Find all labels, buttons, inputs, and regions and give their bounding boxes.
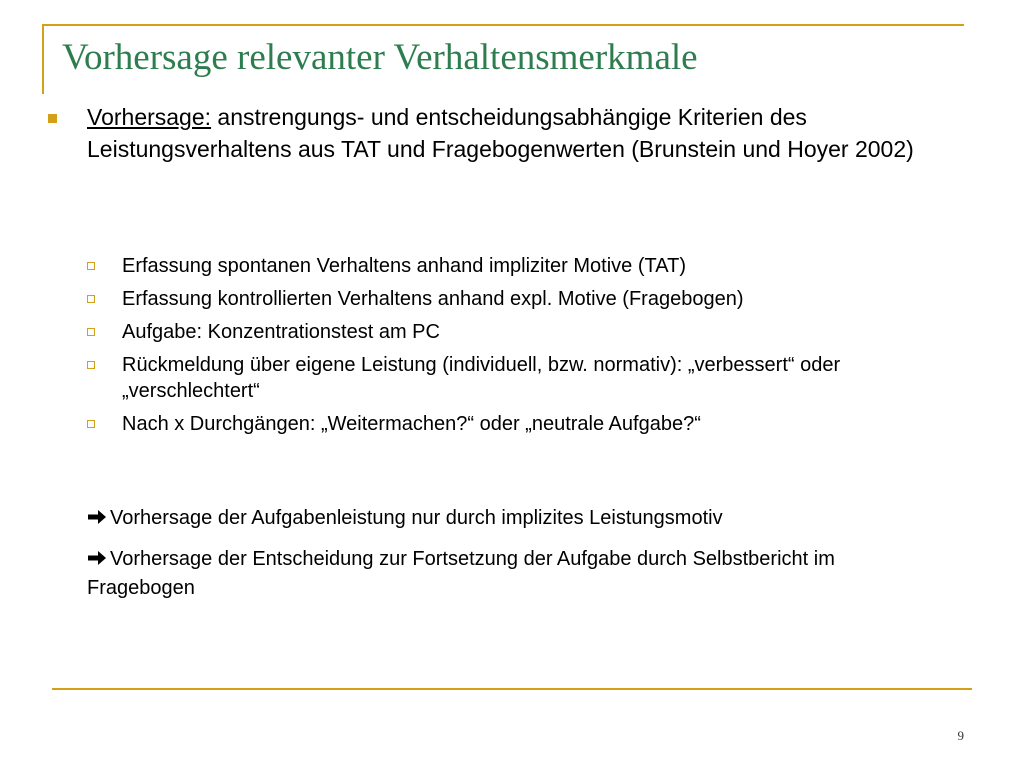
left-frame-line <box>42 24 44 94</box>
right-arrow-icon <box>87 550 107 566</box>
main-point-text: anstrengungs- und entscheidungsabhängige Kriterien des Leistungsverhaltens aus TAT und Fragebogenwerten (Brunstein und Hoyer 2002) <box>87 104 914 162</box>
hollow-square-bullet-icon <box>87 262 95 270</box>
sub-point-text: Nach x Durchgängen: „Weitermachen?“ oder „neutrale Aufgabe?“ <box>122 413 701 435</box>
sub-point <box>87 286 947 312</box>
conclusion-1 <box>87 504 947 533</box>
hollow-square-bullet-icon <box>87 420 95 428</box>
sub-point-text: Rückmeldung über eigene Leistung (individuell, bzw. normativ): „verbessert“ oder „verschlechtert“ <box>122 354 841 402</box>
sub-point-list <box>87 253 947 444</box>
sub-point <box>87 411 947 437</box>
sub-point-text: Aufgabe: Konzentrationstest am PC <box>122 321 440 343</box>
sub-point-text: Erfassung kontrollierten Verhaltens anhand expl. Motive (Fragebogen) <box>122 288 744 310</box>
conclusion-text: Vorhersage der Entscheidung zur Fortsetzung der Aufgabe durch Selbstbericht im Fragebogen <box>87 548 835 599</box>
conclusion-2 <box>87 545 947 603</box>
square-bullet-icon <box>48 114 57 123</box>
bottom-frame-line <box>52 688 972 690</box>
hollow-square-bullet-icon <box>87 328 95 336</box>
main-point <box>87 101 967 165</box>
sub-point-text: Erfassung spontanen Verhaltens anhand impliziter Motive (TAT) <box>122 255 686 277</box>
sub-point <box>87 253 947 279</box>
conclusion-text: Vorhersage der Aufgabenleistung nur durch implizites Leistungsmotiv <box>110 507 723 529</box>
sub-point <box>87 319 947 345</box>
slide-title: Vorhersage relevanter Verhaltensmerkmale <box>62 37 698 78</box>
sub-point <box>87 352 947 404</box>
main-point-lead: Vorhersage: <box>87 104 212 130</box>
top-frame-line <box>42 24 964 26</box>
hollow-square-bullet-icon <box>87 295 95 303</box>
page-number: 9 <box>957 728 964 743</box>
right-arrow-icon <box>87 509 107 525</box>
hollow-square-bullet-icon <box>87 361 95 369</box>
